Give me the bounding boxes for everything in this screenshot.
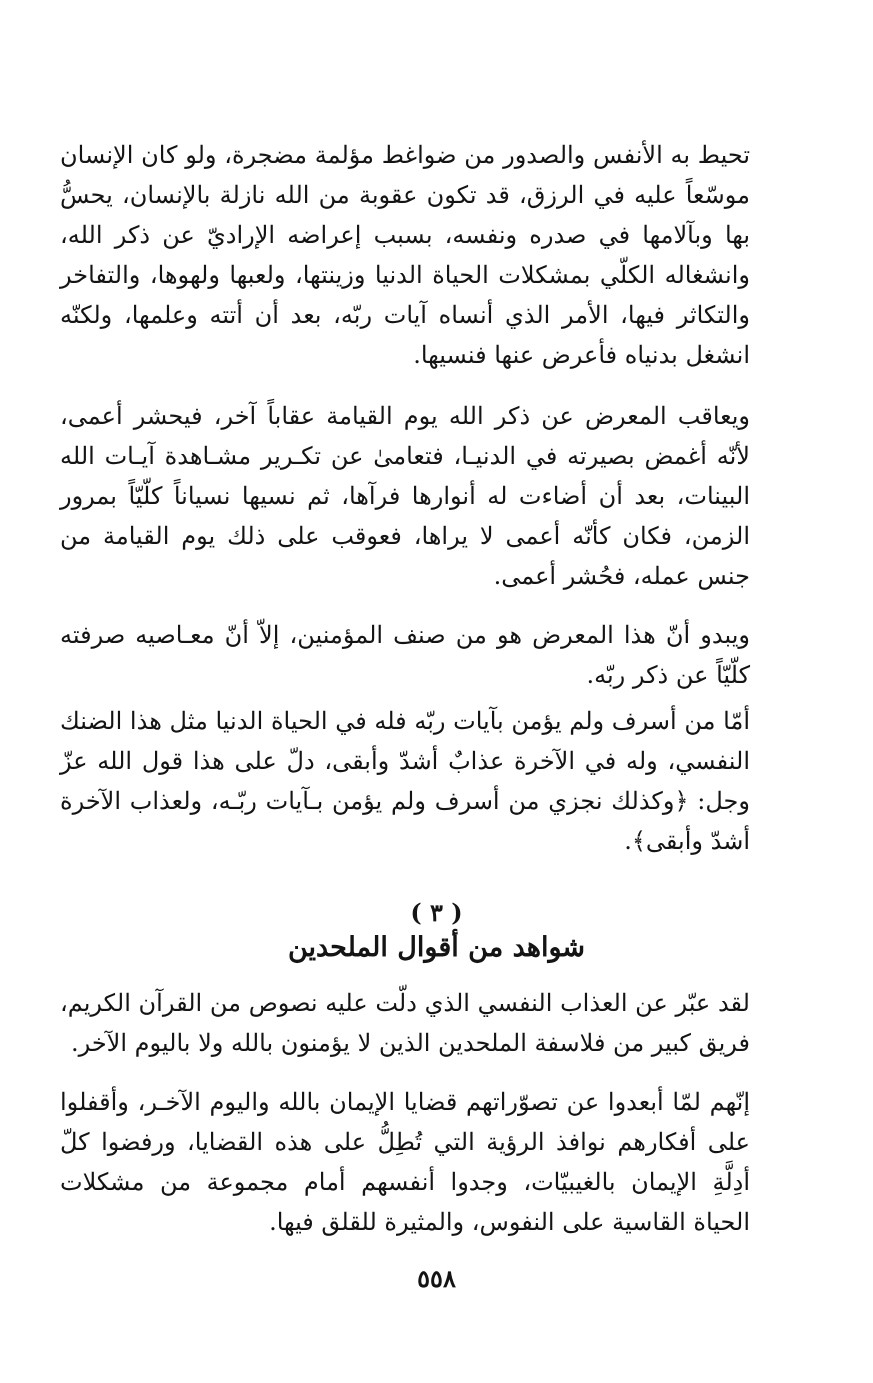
section-paragraph-2: إنّهم لمّا أبعدوا عن تصوّراتهم قضايا الإيمان بالله واليوم الآخـر، وأقفلوا على أفكارهم نوافذ الرؤية التي تُطِلُّ على هذه القضايا، ورفضوا كلّ أدِلَّةِ الإيمان بالغيبيّات، وجدوا أنفسهم أمام مجموعة من مشكلات الحياة القاسية على النفوس، والمثيرة للقلق فيها. [60, 1088, 750, 1236]
paragraph-1: تحيط به الأنفس والصدور من ضواغط مؤلمة مضجرة، ولو كان الإنسان موسّعاً عليه في الرزق، قد تكون عقوبة من الله نازلة بالإنسان، يحسُّ بها وبآلامها في صدره ونفسه، بسبب إعراضه الإراديّ عن ذكر الله، وانشغاله الكلّي بمشكلات الحياة الدنيا وزينتها، ولعبها ولهوها، والتفاخر والتكاثر فيها، الأمر الذي أنساه آيات ربّه، بعد أن أتته وعلمها، ولكنّه انشغل بدنياه فأعرض عنها فنسيها. [60, 141, 751, 369]
paragraph-4: أمّا من أسرف ولم يؤمن بآيات ربّه فله في الحياة الدنيا مثل هذا الضنك النفسي، وله في الآخرة عذابٌ أشدّ وأبقى، دلّ على هذا قول الله عزّ وجل: ﴿وكذلك نجزي من أسرف ولم يؤمن بـآيات ربّـه، ولعذاب الآخرة أشدّ وأبقى﴾. [60, 707, 750, 855]
section-title: شواهد من أقوال الملحدين [287, 932, 586, 963]
section-number: ( ٣ ) [410, 898, 463, 927]
paragraph-3: ويبدو أنّ هذا المعرض هو من صنف المؤمنين، إلاّ أنّ معـاصيه صرفته كلّيّاً عن ذكر ربّه. [60, 621, 750, 689]
page-number: ٥٥٨ [417, 1264, 456, 1293]
section-paragraph-1: لقد عبّر عن العذاب النفسي الذي دلّت عليه نصوص من القرآن الكريم، فريق كبير من فلاسفة الملحدين الذين لا يؤمنون بالله ولا باليوم الآخر. [60, 989, 750, 1057]
paragraph-2: ويعاقب المعرض عن ذكر الله يوم القيامة عقاباً آخر، فيحشر أعمى، لأنّه أغمض بصيرته في الدنيـا، فتعامىٰ عن تكـرير مشـاهدة آيـات الله البينات، بعد أن أضاءت له أنوارها فرآها، ثم نسيها نسياناً كلّيّاً بمرور الزمن، فكان كأنّه أعمى لا يراها، فعوقب على ذلك يوم القيامة من جنس عمله، فحُشر أعمى. [60, 402, 750, 590]
